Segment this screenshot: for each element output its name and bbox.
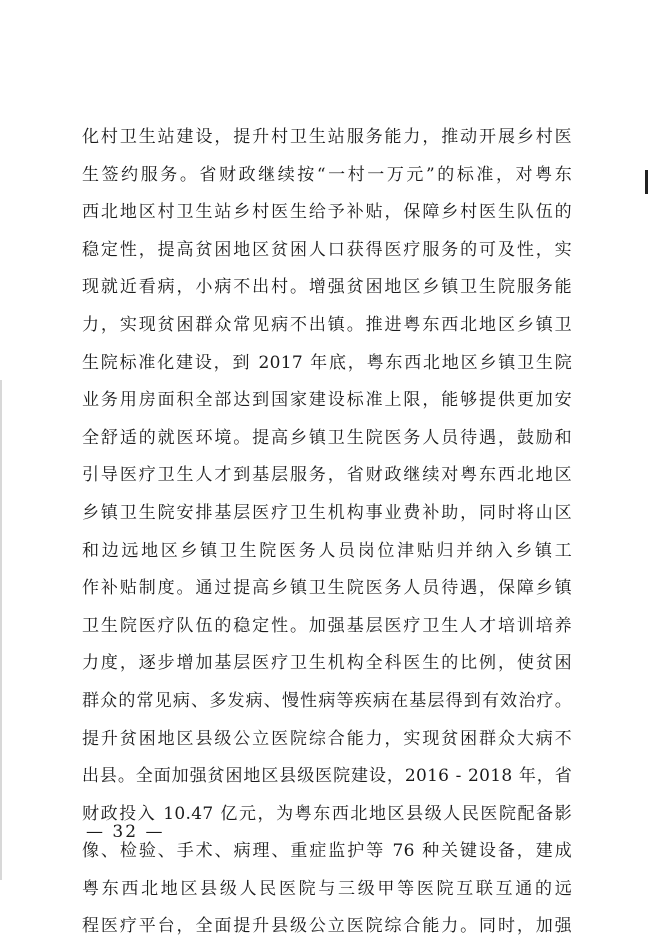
- text-line: 现就近看病，小病不出村。增强贫困地区乡镇卫生院服务能: [82, 277, 572, 298]
- text-line: 粤东西北地区县级人民医院与三级甲等医院互联互通的远: [82, 878, 572, 899]
- text-line: 乡镇卫生院安排基层医疗卫生机构事业费补助，同时将山区: [82, 502, 572, 523]
- text-line: 西北地区村卫生站乡村医生给予补贴，保障乡村医生队伍的: [82, 202, 572, 223]
- text-line: 程医疗平台，全面提升县级公立医院综合能力。同时，加强: [82, 916, 572, 937]
- page-number: — 32 —: [86, 822, 165, 842]
- text-line: 化村卫生站建设，提升村卫生站服务能力，推动开展乡村医: [82, 127, 572, 147]
- text-line: 生签约服务。省财政继续按“一村一万元”的标准，对粤东: [82, 164, 572, 185]
- text-line: 引导医疗卫生人才到基层服务，省财政继续对粤东西北地区: [82, 465, 572, 486]
- text-line: 力度，逐步增加基层医疗卫生机构全科医生的比例，使贫困: [82, 653, 572, 674]
- margin-mark: [645, 170, 648, 194]
- text-line: 群众的常见病、多发病、慢性病等疾病在基层得到有效治疗。: [82, 690, 572, 711]
- text-line: 出县。全面加强贫困地区县级医院建设，2016 - 2018 年，省: [82, 766, 572, 787]
- text-line: 力，实现贫困群众常见病不出镇。推进粤东西北地区乡镇卫: [82, 314, 572, 335]
- scan-edge-shadow: [0, 380, 2, 880]
- text-line: 作补贴制度。通过提高乡镇卫生院医务人员待遇，保障乡镇: [82, 578, 572, 599]
- text-line: 生院标准化建设，到 2017 年底，粤东西北地区乡镇卫生院: [82, 352, 572, 373]
- text-line: 像、检验、手术、病理、重症监护等 76 种关键设备，建成: [82, 841, 572, 862]
- text-line: 全舒适的就医环境。提高乡镇卫生院医务人员待遇，鼓励和: [82, 427, 572, 448]
- text-line: 业务用房面积全部达到国家建设标准上限，能够提供更加安: [82, 390, 572, 411]
- text-line: 稳定性，提高贫困地区贫困人口获得医疗服务的可及性，实: [82, 239, 572, 260]
- text-line: 和边远地区乡镇卫生院医务人员岗位津贴归并纳入乡镇工: [82, 540, 572, 561]
- text-line: 卫生院医疗队伍的稳定性。加强基层医疗卫生人才培训培养: [82, 615, 572, 636]
- text-line: 财政投入 10.47 亿元，为粤东西北地区县级人民医院配备影: [82, 803, 572, 824]
- text-line: 提升贫困地区县级公立医院综合能力，实现贫困群众大病不: [82, 728, 572, 749]
